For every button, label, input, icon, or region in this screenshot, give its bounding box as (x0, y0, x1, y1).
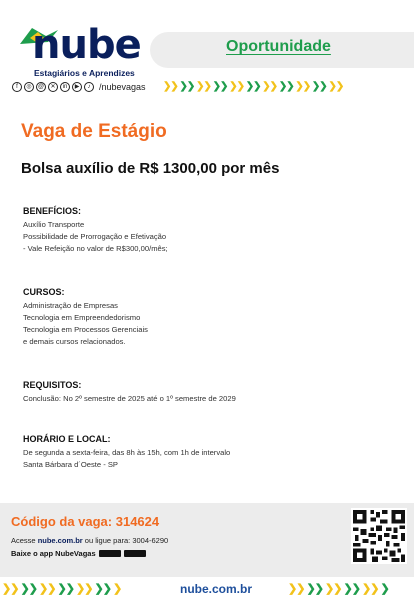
benefit-line: Possibilidade de Prorrogação e Efetivação (23, 232, 167, 241)
contact-site-link[interactable]: nube.com.br (37, 536, 83, 545)
requirement-line: Conclusão: No 2º semestre de 2025 até o 1º semestre de 2029 (23, 394, 236, 403)
requirements-section (23, 380, 236, 405)
benefit-line: Auxílio Transporte (23, 220, 85, 229)
logo-text: nube (32, 22, 141, 68)
benefit-line: - Vale Refeição no valor de R$300,00/mês; (23, 244, 168, 253)
course-line: Administração de Empresas (23, 301, 118, 310)
schedule-line: De segunda a sexta-feira, das 8h às 15h, com 1h de intervalo (23, 448, 231, 457)
social-handle[interactable]: /nubevagas (99, 82, 146, 92)
job-code: Código da vaga: 314624 (11, 514, 160, 529)
contact-line (11, 536, 168, 545)
requirements-heading: REQUISITOS: (23, 380, 82, 390)
schedule-section (23, 434, 230, 471)
chevron-decoration-right: ❯❯ ❯❯ ❯❯ ❯❯ ❯❯ ❯ (288, 583, 389, 595)
linkedin-icon[interactable]: in (60, 82, 70, 92)
social-links (12, 82, 146, 92)
footer-url-link[interactable]: nube.com.br (180, 582, 253, 596)
schedule-heading: HORÁRIO E LOCAL: (23, 434, 111, 444)
courses-section (23, 287, 148, 348)
google-play-badge-icon[interactable] (124, 550, 146, 557)
threads-icon[interactable]: @ (37, 84, 45, 90)
contact-prefix: Acesse (11, 536, 38, 545)
course-line: Tecnologia em Empreendedorismo (23, 313, 141, 322)
instagram-icon[interactable]: ◎ (24, 82, 34, 92)
header (0, 0, 414, 112)
app-label: Baixe o app NubeVagas (11, 549, 96, 558)
job-salary: Bolsa auxílio de R$ 1300,00 por mês (21, 160, 280, 177)
facebook-icon[interactable]: f (12, 82, 22, 92)
chevron-decoration: ❯❯ ❯❯ ❯❯ ❯❯ ❯❯ ❯❯ ❯❯ ❯❯ ❯❯ ❯❯ ❯❯ (163, 81, 344, 92)
app-store-badge-icon[interactable] (99, 550, 121, 557)
job-title: Vaga de Estágio (21, 121, 167, 142)
contact-suffix: ou ligue para: 3004-6290 (82, 536, 169, 545)
qr-code-icon[interactable] (351, 508, 407, 564)
course-line: Tecnologia em Processos Gerenciais (23, 325, 148, 334)
opportunity-badge: Oportunidade (226, 38, 331, 55)
course-line: e demais cursos relacionados. (23, 337, 126, 346)
app-download (11, 549, 146, 558)
location-line: Santa Bárbara d´Oeste - SP (23, 460, 118, 469)
chevron-decoration-left: ❯❯ ❯❯ ❯❯ ❯❯ ❯❯ ❯❯ ❯ (2, 583, 122, 595)
youtube-icon[interactable]: ▶ (72, 82, 82, 92)
tiktok-icon[interactable]: ♪ (84, 82, 94, 92)
benefits-heading: BENEFÍCIOS: (23, 206, 82, 216)
courses-heading: CURSOS: (23, 287, 65, 297)
logo-subtitle: Estagiários e Aprendizes (34, 68, 135, 78)
benefits-section (23, 206, 168, 255)
x-icon[interactable]: ✕ (48, 82, 58, 92)
